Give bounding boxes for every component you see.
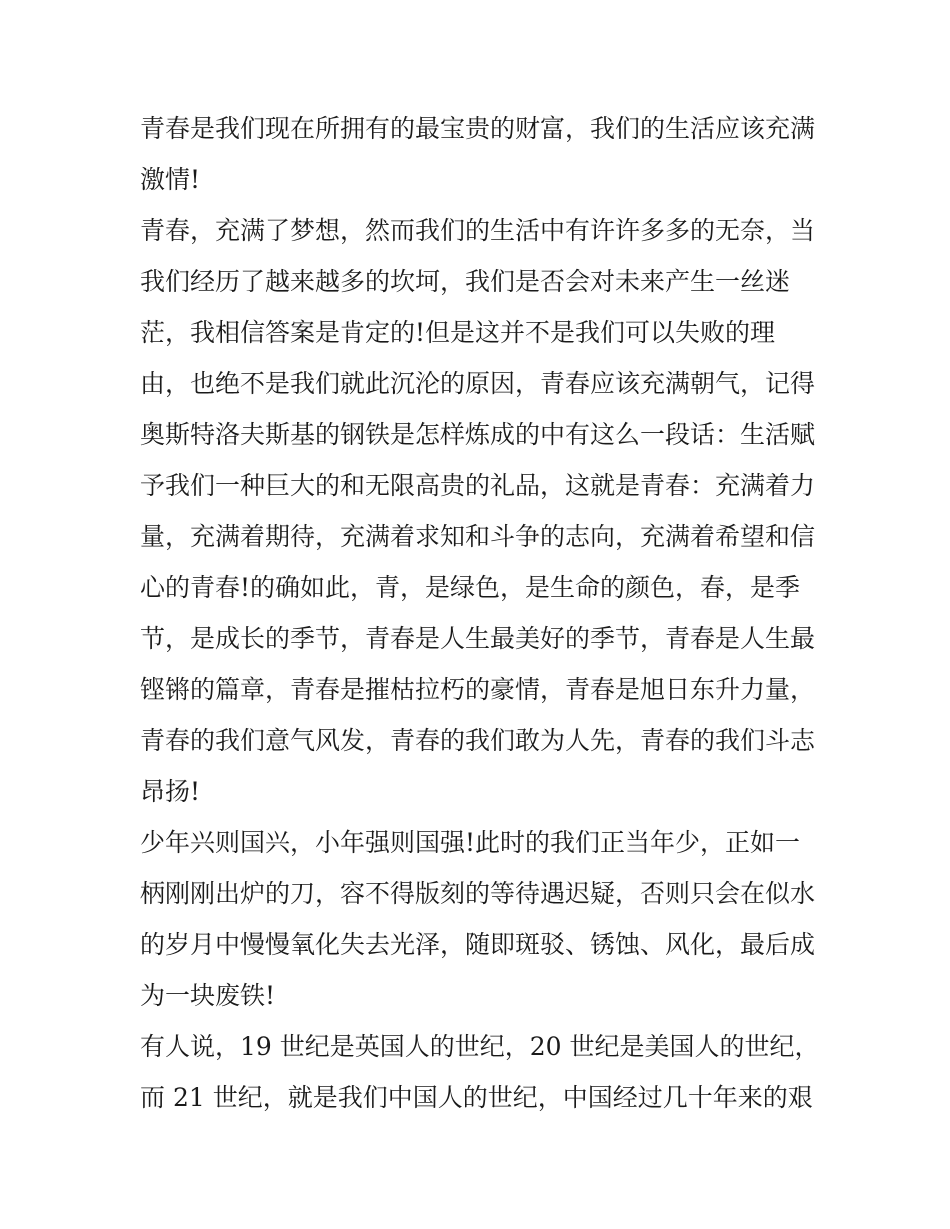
text-line: 昂扬!	[140, 777, 201, 806]
text-line: 铿锵的篇章，青春是摧枯拉朽的豪情，青春是旭日东升力量，	[140, 675, 816, 704]
text-line: 激情!	[140, 165, 201, 194]
text-line: 茫，我相信答案是肯定的!但是这并不是我们可以失败的理	[140, 318, 776, 347]
text-line: 青春，充满了梦想，然而我们的生活中有许许多多的无奈，当	[140, 216, 816, 245]
text-line: 由，也绝不是我们就此沉沦的原因，青春应该充满朝气，记得	[140, 369, 816, 398]
text-line: 量，充满着期待，充满着求知和斗争的志向，充满着希望和信	[140, 522, 816, 551]
text-line: 有人说，19 世纪是英国人的世纪，20 世纪是美国人的世纪，	[140, 1032, 820, 1061]
text-line: 的岁月中慢慢氧化失去光泽，随即斑驳、锈蚀、风化，最后成	[140, 930, 816, 959]
text-line: 奥斯特洛夫斯基的钢铁是怎样炼成的中有这么一段话：生活赋	[140, 420, 816, 449]
text-line: 节，是成长的季节，青春是人生最美好的季节，青春是人生最	[140, 624, 816, 653]
text-line: 为一块废铁!	[140, 981, 276, 1010]
text-line: 青春的我们意气风发，青春的我们敢为人先，青春的我们斗志	[140, 726, 816, 755]
text-line: 少年兴则国兴，小年强则国强!此时的我们正当年少，正如一	[140, 828, 801, 857]
text-line: 我们经历了越来越多的坎坷，我们是否会对未来产生一丝迷	[140, 267, 791, 296]
text-line: 心的青春!的确如此，青，是绿色，是生命的颜色，春，是季	[140, 573, 801, 602]
text-line: 而 21 世纪，就是我们中国人的世纪，中国经过几十年来的艰	[140, 1083, 813, 1112]
text-line: 予我们一种巨大的和无限高贵的礼品，这就是青春：充满着力	[140, 471, 816, 500]
text-line: 柄刚刚出炉的刀，容不得版刻的等待遇迟疑，否则只会在似水	[140, 879, 816, 908]
body-text	[140, 103, 830, 1123]
text-line: 青春是我们现在所拥有的最宝贵的财富，我们的生活应该充满	[140, 114, 816, 143]
